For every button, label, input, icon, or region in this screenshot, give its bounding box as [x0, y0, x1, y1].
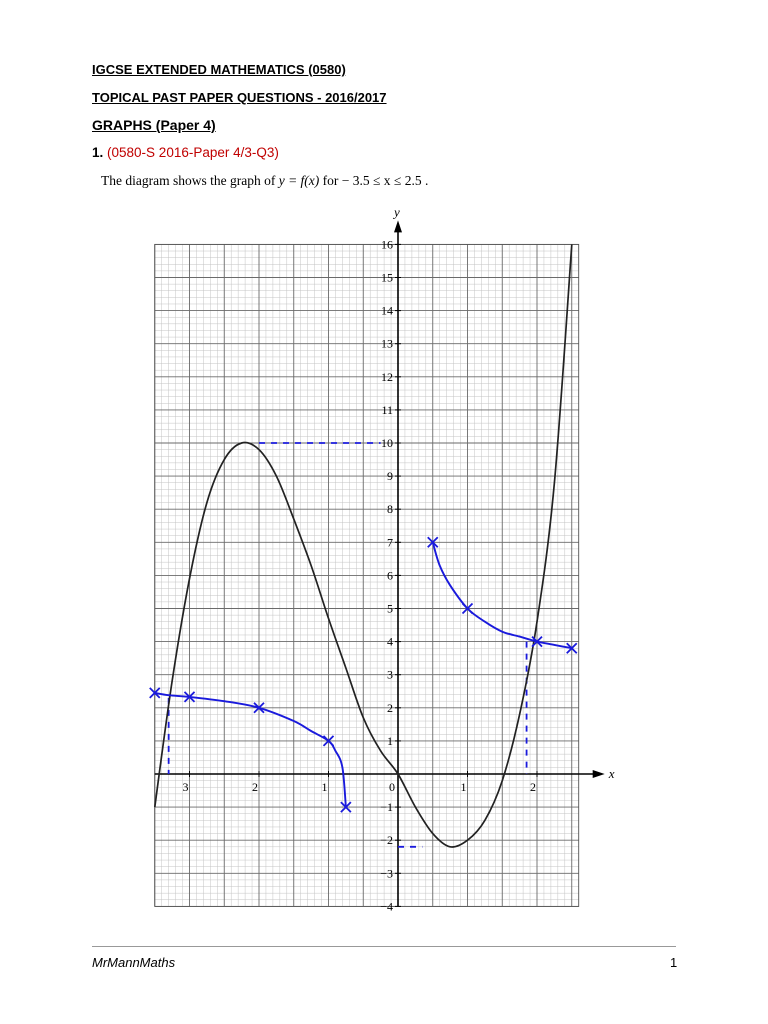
x-tick-label: 0	[389, 780, 395, 794]
y-tick-label: 2	[387, 700, 393, 715]
intro-domain: for − 3.5 ≤ x ≤ 2.5 .	[319, 173, 429, 188]
x-tick-label: 2	[252, 780, 258, 794]
header-subtitle: TOPICAL PAST PAPER QUESTIONS - 2016/2017	[92, 90, 387, 105]
y-tick-label: −3	[380, 866, 393, 881]
y-tick-label: 12	[381, 369, 393, 384]
y-tick-label: 11	[381, 402, 393, 417]
y-tick-label: 8	[387, 502, 393, 517]
x-axis-arrow	[593, 770, 605, 778]
intro-prefix: The diagram shows the graph of	[101, 173, 279, 188]
y-tick-label: 10	[381, 436, 393, 450]
y-axis-label: y	[394, 204, 400, 220]
y-tick-label: 5	[387, 601, 393, 616]
y-tick-label: −2	[380, 833, 393, 848]
footer-author: MrMannMaths	[92, 955, 176, 970]
footer-page-number: 1	[670, 955, 678, 970]
y-tick-label: 7	[387, 535, 393, 550]
footer-divider	[92, 946, 676, 947]
question-number: 1.	[92, 145, 104, 160]
header-topic: GRAPHS (Paper 4)	[92, 117, 216, 133]
x-tick-label: 2	[530, 780, 536, 794]
y-tick-label: 4	[387, 634, 393, 649]
y-tick-label: 1	[387, 733, 393, 748]
dashed-annotations	[169, 443, 527, 847]
y-tick-label: 13	[381, 336, 393, 351]
y-axis-arrow	[394, 220, 402, 232]
x-tick-label: 3	[182, 780, 189, 794]
grid-major	[155, 244, 579, 906]
y-tick-label: −4	[380, 899, 393, 914]
x-tick-label: 1	[321, 780, 328, 794]
intro-function: y = f(x)	[278, 173, 320, 188]
y-tick-label: 14	[381, 303, 393, 318]
x-axis-label: x	[608, 766, 615, 781]
y-tick-label: 16	[381, 237, 393, 252]
y-tick-label: 6	[387, 568, 393, 583]
x-tick-label: 1	[460, 780, 467, 794]
question-reference: (0580-S 2016-Paper 4/3-Q3)	[107, 145, 279, 160]
y-tick-label: 15	[381, 270, 393, 285]
y-tick-label: 9	[387, 469, 393, 484]
y-tick-label: 3	[387, 667, 393, 682]
header-course-title: IGCSE EXTENDED MATHEMATICS (0580)	[92, 62, 346, 77]
y-tick-label: −1	[380, 800, 393, 815]
